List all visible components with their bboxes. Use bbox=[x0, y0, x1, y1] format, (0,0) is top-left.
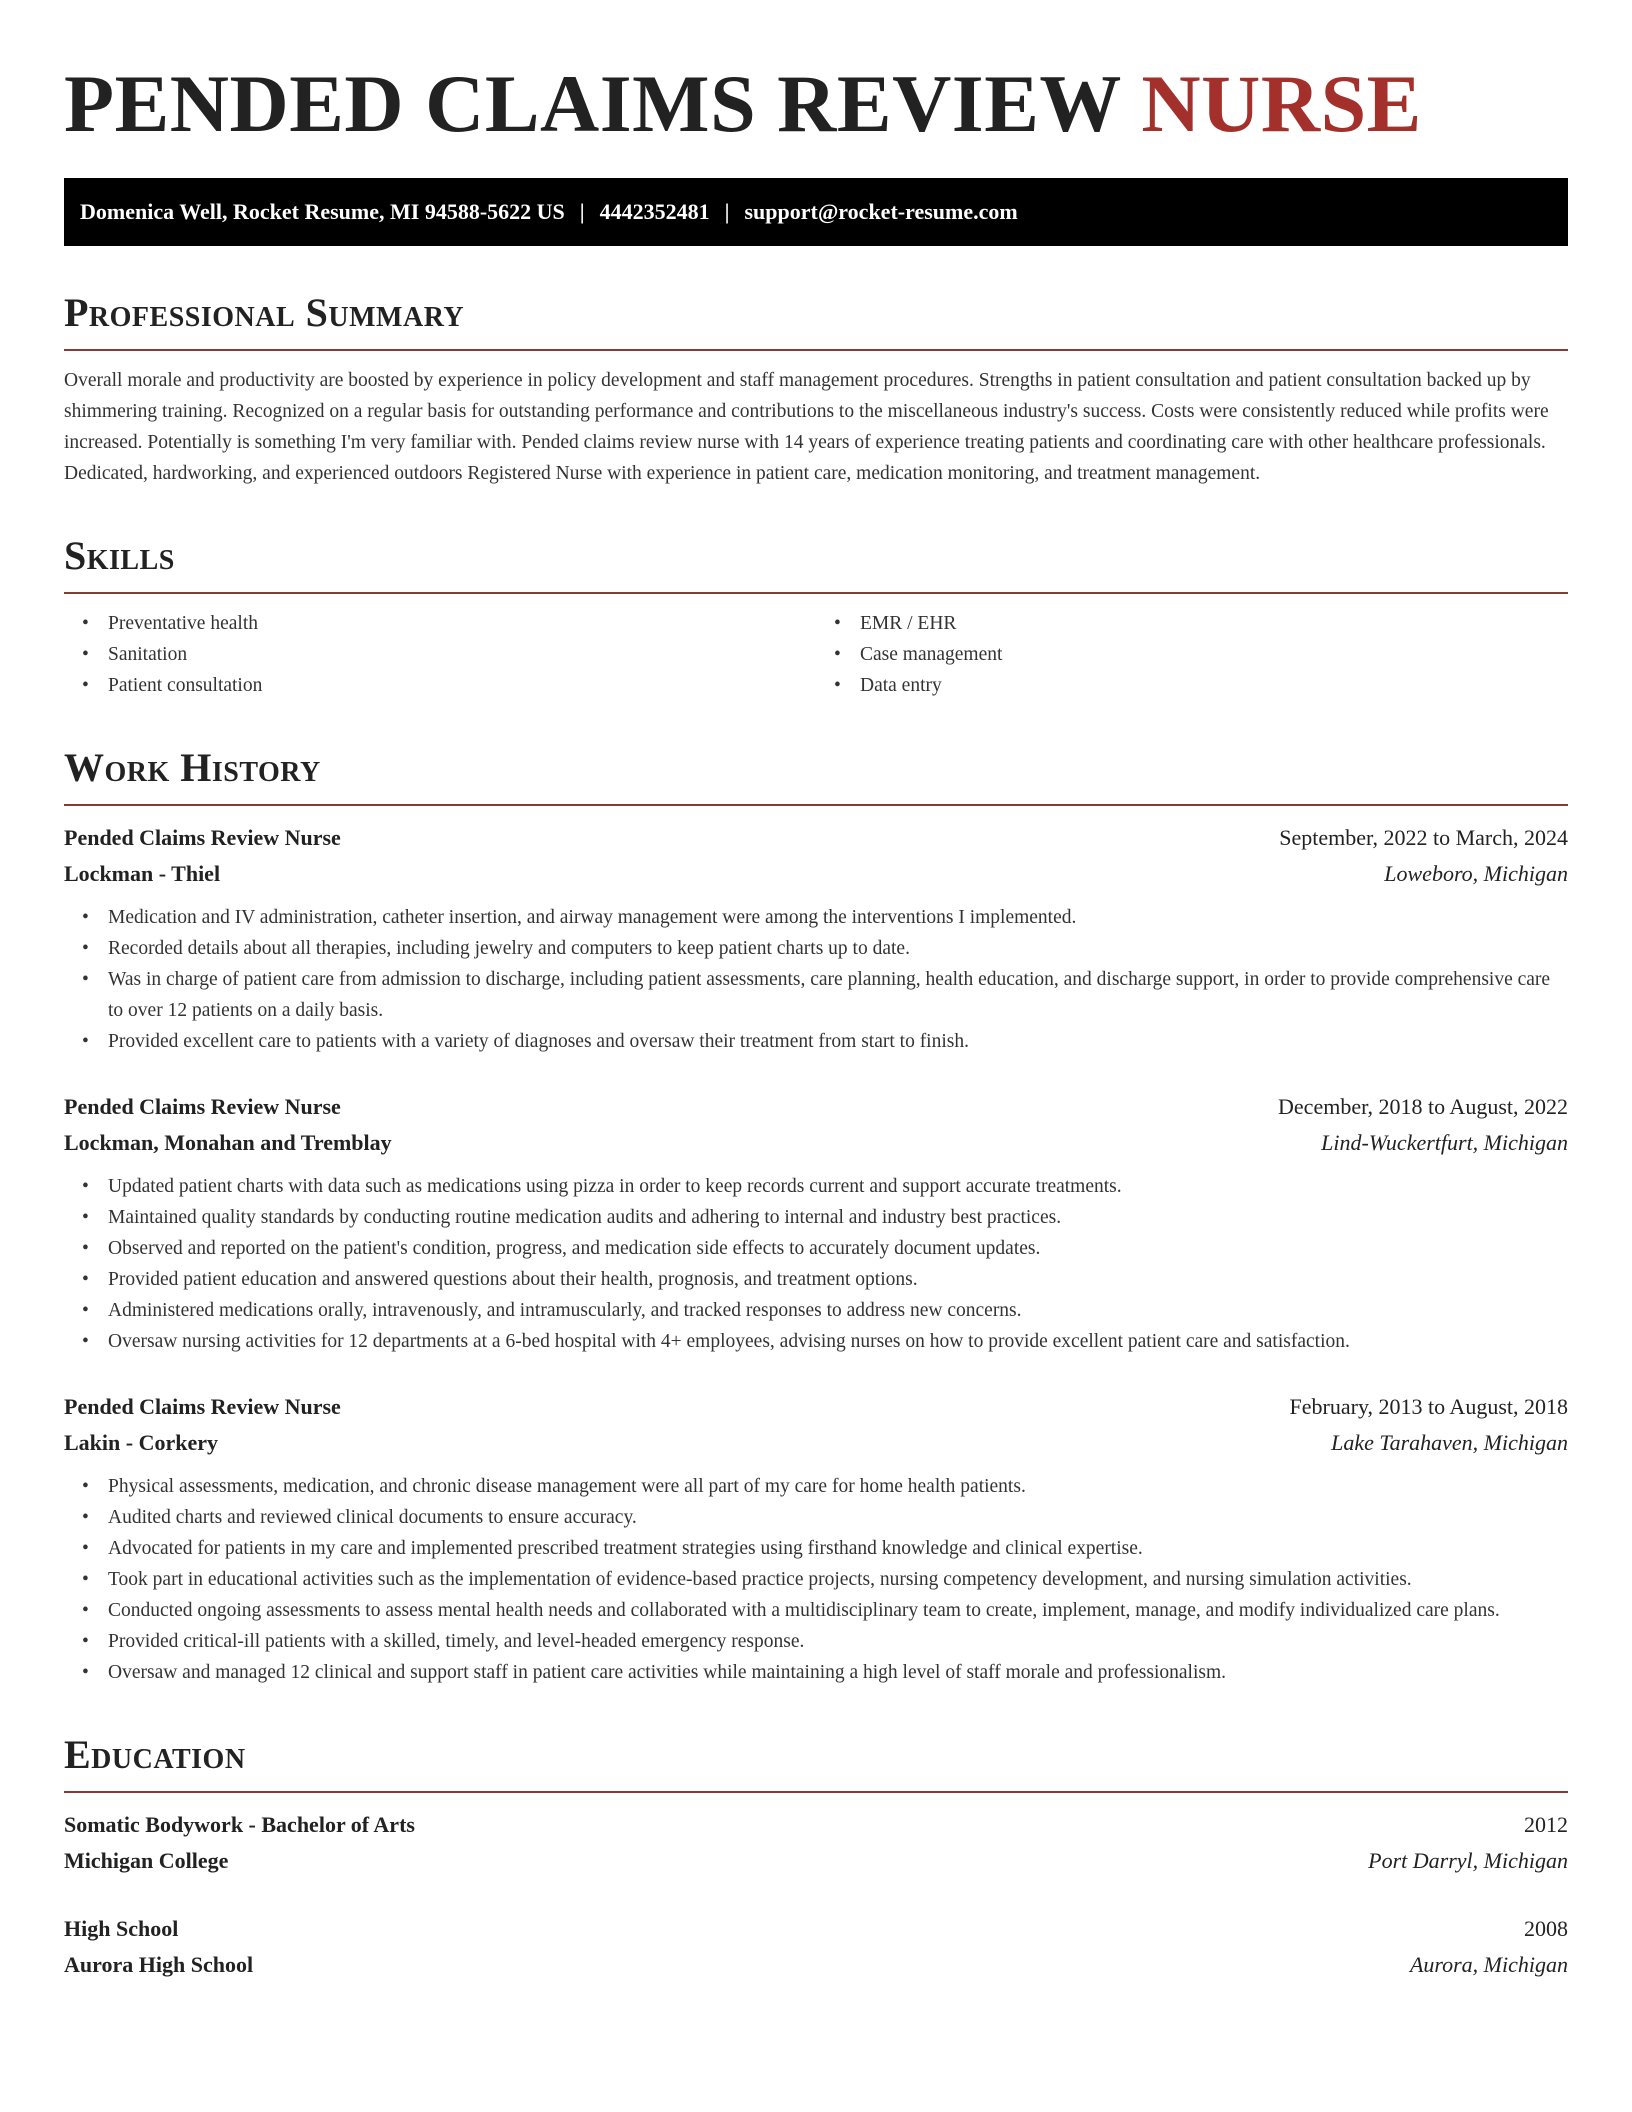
job-company: Lockman, Monahan and Tremblay bbox=[64, 1130, 392, 1155]
job-company: Lockman - Thiel bbox=[64, 861, 221, 886]
job-bullets bbox=[64, 1471, 1568, 1688]
contact-separator: | bbox=[579, 199, 585, 224]
education-location: Aurora, Michigan bbox=[1409, 1952, 1568, 1977]
job-bullet: • Provided critical-ill patients with a skilled, timely, and level-headed emergency response. bbox=[108, 1626, 1568, 1657]
job-dates: December, 2018 to August, 2022 bbox=[1278, 1094, 1568, 1119]
job-bullet: • Recorded details about all therapies, including jewelry and computers to keep patient charts up to date. bbox=[108, 933, 1568, 964]
contact-email: support@rocket-resume.com bbox=[744, 199, 1018, 224]
job-company-row bbox=[64, 1125, 1568, 1161]
education-school-row bbox=[64, 1843, 1568, 1879]
job-company: Lakin - Corkery bbox=[64, 1430, 218, 1455]
job-bullet: • Maintained quality standards by conducting routine medication audits and adhering to internal and industry best practices. bbox=[108, 1202, 1568, 1233]
summary-section bbox=[64, 290, 1568, 489]
job-company-row bbox=[64, 856, 1568, 892]
job-bullet: • Physical assessments, medication, and chronic disease management were all part of my care for home health patients. bbox=[108, 1471, 1568, 1502]
education-year: 2012 bbox=[1524, 1812, 1568, 1837]
job-company-row bbox=[64, 1425, 1568, 1461]
education-school-row bbox=[64, 1947, 1568, 1983]
skill-item: • Sanitation bbox=[108, 639, 816, 670]
job-title: Pended Claims Review Nurse bbox=[64, 1094, 341, 1119]
section-title-summary: Professional Summary bbox=[64, 290, 465, 335]
education-school: Michigan College bbox=[64, 1848, 229, 1873]
skill-item: • Patient consultation bbox=[108, 670, 816, 701]
education-header-row bbox=[64, 1911, 1568, 1947]
skills-section bbox=[64, 533, 1568, 701]
job-bullet: • Medication and IV administration, catheter insertion, and airway management were among the interventions I implemented. bbox=[108, 902, 1568, 933]
contact-bar bbox=[64, 178, 1568, 246]
job-dates: February, 2013 to August, 2018 bbox=[1289, 1394, 1568, 1419]
job-bullet: • Took part in educational activities such as the implementation of evidence-based practice projects, nursing competency development, and nursing simulation activities. bbox=[108, 1564, 1568, 1595]
job-location: Loweboro, Michigan bbox=[1384, 861, 1568, 886]
education-location: Port Darryl, Michigan bbox=[1368, 1848, 1568, 1873]
skills-column-left bbox=[64, 608, 816, 701]
job-location: Lake Tarahaven, Michigan bbox=[1331, 1430, 1568, 1455]
job-bullet: • Updated patient charts with data such as medications using pizza in order to keep records current and support accurate treatments. bbox=[108, 1171, 1568, 1202]
job-dates: September, 2022 to March, 2024 bbox=[1279, 825, 1568, 850]
section-title-skills: Skills bbox=[64, 533, 175, 578]
section-title-work-history: Work History bbox=[64, 745, 321, 790]
title-main: PENDED CLAIMS REVIEW bbox=[64, 58, 1121, 149]
section-divider bbox=[64, 592, 1568, 594]
job-bullet: • Was in charge of patient care from admission to discharge, including patient assessments, care planning, health education, and discharge support, in order to provide comprehensive care to over 12 patients on a daily basis. bbox=[108, 964, 1568, 1026]
education-section bbox=[64, 1732, 1568, 1983]
job-bullet: • Advocated for patients in my care and implemented prescribed treatment strategies using firsthand knowledge and clinical expertise. bbox=[108, 1533, 1568, 1564]
job-bullet: • Conducted ongoing assessments to assess mental health needs and collaborated with a multidisciplinary team to create, implement, manage, and modify individualized care plans. bbox=[108, 1595, 1568, 1626]
skills-column-right bbox=[816, 608, 1568, 701]
education-entry bbox=[64, 1911, 1568, 1983]
work-history-section bbox=[64, 745, 1568, 1688]
skills-grid bbox=[64, 608, 1568, 701]
section-divider bbox=[64, 1791, 1568, 1793]
job-bullets bbox=[64, 1171, 1568, 1357]
job-bullet: • Provided excellent care to patients with a variety of diagnoses and oversaw their treatment from start to finish. bbox=[108, 1026, 1568, 1057]
skill-item: • Case management bbox=[860, 639, 1568, 670]
job-bullet: • Oversaw nursing activities for 12 departments at a 6-bed hospital with 4+ employees, advising nurses on how to provide excellent patient care and satisfaction. bbox=[108, 1326, 1568, 1357]
section-divider bbox=[64, 349, 1568, 351]
job-bullet: • Provided patient education and answered questions about their health, prognosis, and treatment options. bbox=[108, 1264, 1568, 1295]
contact-separator: | bbox=[724, 199, 730, 224]
section-divider bbox=[64, 804, 1568, 806]
contact-address: Domenica Well, Rocket Resume, MI 94588-5622 US bbox=[80, 199, 565, 224]
section-title-education: Education bbox=[64, 1732, 246, 1777]
job-entry bbox=[64, 820, 1568, 1057]
resume-title bbox=[64, 58, 1568, 150]
title-accent: NURSE bbox=[1141, 58, 1422, 149]
job-bullet: • Oversaw and managed 12 clinical and support staff in patient care activities while maintaining a high level of staff morale and professionalism. bbox=[108, 1657, 1568, 1688]
education-degree: High School bbox=[64, 1916, 179, 1941]
job-entry bbox=[64, 1089, 1568, 1357]
skill-item: • EMR / EHR bbox=[860, 608, 1568, 639]
job-header-row bbox=[64, 1389, 1568, 1425]
skill-item: • Data entry bbox=[860, 670, 1568, 701]
job-bullet: • Audited charts and reviewed clinical documents to ensure accuracy. bbox=[108, 1502, 1568, 1533]
job-location: Lind-Wuckertfurt, Michigan bbox=[1321, 1130, 1568, 1155]
job-bullet: • Administered medications orally, intravenously, and intramuscularly, and tracked responses to address new concerns. bbox=[108, 1295, 1568, 1326]
contact-phone: 4442352481 bbox=[599, 199, 710, 224]
summary-text: Overall morale and productivity are boosted by experience in policy development and staff management procedures. Strengths in patient consultation and patient consultation backed up by shimmering training. Recognized on a regular basis for outstanding performance and contributions to the miscellaneous industry's success. Costs were consistently reduced while profits were increased. Potentially is something I'm very familiar with. Pended claims review nurse with 14 years of experience treating patients and coordinating care with other healthcare professionals. Dedicated, hardworking, and experienced outdoors Registered Nurse with experience in patient care, medication monitoring, and treatment management. bbox=[64, 370, 1549, 484]
education-degree: Somatic Bodywork - Bachelor of Arts bbox=[64, 1812, 415, 1837]
education-year: 2008 bbox=[1524, 1916, 1568, 1941]
job-header-row bbox=[64, 820, 1568, 856]
education-school: Aurora High School bbox=[64, 1952, 254, 1977]
job-title: Pended Claims Review Nurse bbox=[64, 1394, 341, 1419]
skill-item: • Preventative health bbox=[108, 608, 816, 639]
job-entry bbox=[64, 1389, 1568, 1688]
job-bullets bbox=[64, 902, 1568, 1057]
job-bullet: • Observed and reported on the patient's condition, progress, and medication side effects to accurately document updates. bbox=[108, 1233, 1568, 1264]
job-header-row bbox=[64, 1089, 1568, 1125]
education-entry bbox=[64, 1807, 1568, 1879]
job-title: Pended Claims Review Nurse bbox=[64, 825, 341, 850]
education-header-row bbox=[64, 1807, 1568, 1843]
